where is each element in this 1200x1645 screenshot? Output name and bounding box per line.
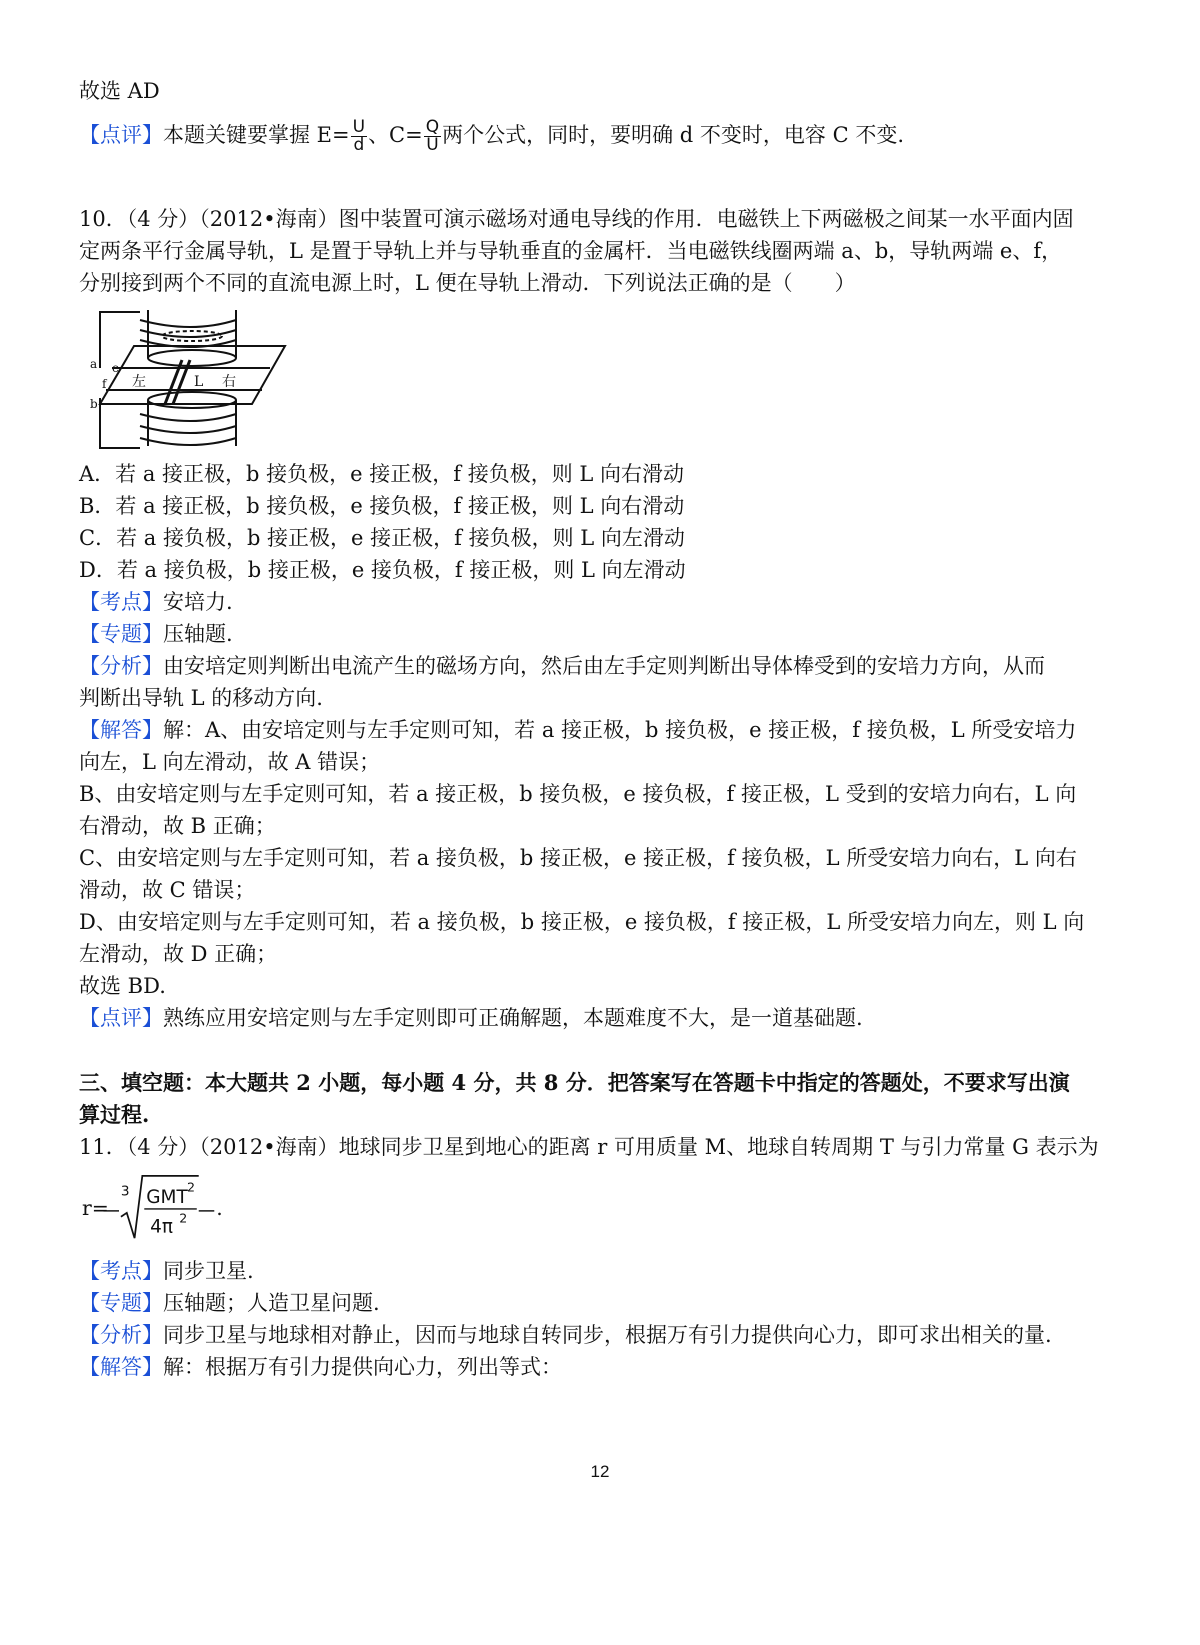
section3-heading-1: 三、填空题：本大题共 2 小题，每小题 4 分，共 8 分．把答案写在答题卡中指定的答题处，不要求写出演	[79, 1070, 1070, 1095]
r-suffix: .	[216, 1195, 223, 1220]
q10-jieda-4: 右滑动，故 B 正确；	[79, 814, 276, 838]
label-e: e	[112, 361, 120, 375]
section3-heading-2: 算过程.	[79, 1102, 150, 1127]
r-prefix: r=	[82, 1195, 109, 1220]
q11-kaodian: 【考点】同步卫星.	[79, 1259, 254, 1283]
electromagnet-rail-figure	[90, 306, 300, 454]
review-tag: 【点评】	[79, 123, 163, 147]
q10-kaodian: 【考点】安培力.	[79, 590, 233, 614]
q10-jieda-3: B、由安培定则与左手定则可知，若 a 接正极，b 接负极，e 接负极，f 接正极，L 受到的安培力向右，L 向	[79, 782, 1077, 806]
q10-option-c: C．若 a 接负极，b 接正极，e 接正极，f 接负极，则 L 向左滑动	[79, 526, 685, 550]
numerator-exponent: 2	[187, 1179, 196, 1195]
q11-stem: 11．（4 分）（2012•海南）地球同步卫星到地心的距离 r 可用质量 M、地球自转周期 T 与引力常量 G 表示为	[79, 1135, 1099, 1159]
numerator: GMT	[146, 1187, 188, 1209]
q10-option-a: A．若 a 接正极，b 接负极，e 接正极，f 接负极，则 L 向右滑动	[79, 462, 684, 486]
q10-review: 【点评】熟练应用安培定则与左手定则即可正确解题，本题难度不大，是一道基础题.	[79, 1006, 863, 1030]
q10-jieda-7: D、由安培定则与左手定则可知，若 a 接负极，b 接正极，e 接负极，f 接正极，L 所受安培力向左，则 L 向	[79, 910, 1085, 934]
q10-jieda-6: 滑动，故 C 错误；	[79, 878, 256, 902]
q11-zhuanti: 【专题】压轴题；人造卫星问题.	[79, 1291, 380, 1315]
q11-fenxi: 【分析】同步卫星与地球相对静止，因而与地球自转同步，根据万有引力提供向心力，即可求出相关的量.	[79, 1323, 1052, 1347]
label-f: f	[102, 377, 107, 391]
q11-jieda: 【解答】解：根据万有引力提供向心力，列出等式：	[79, 1355, 562, 1379]
label-L: L	[194, 374, 204, 390]
denominator-exponent: 2	[179, 1210, 188, 1226]
q10-jieda-8: 左滑动，故 D 正确；	[79, 942, 278, 966]
q11-formula	[79, 1172, 299, 1242]
denominator: 4π	[150, 1216, 173, 1238]
q9-review: 【点评】本题关键要掌握 E= $\frac{U}{d}$ 、C= $\frac{Q}{U}$ 两个公式，同时，要明确 d 不变时，电容 C 不变.	[79, 117, 905, 155]
q10-fenxi: 【分析】由安培定则判断出电流产生的磁场方向，然后由左手定则判断出导体棒受到的安培力方向，从而	[79, 654, 1045, 678]
q10-option-d: D．若 a 接负极，b 接正极，e 接负极，f 接正极，则 L 向左滑动	[79, 558, 686, 582]
q10-zhuanti: 【专题】压轴题.	[79, 622, 233, 646]
q10-option-b: B．若 a 接正极，b 接负极，e 接负极，f 接正极，则 L 向右滑动	[79, 494, 685, 518]
page-number: 12	[590, 1462, 610, 1481]
q10-answer: 故选 BD.	[79, 974, 166, 998]
q10-fenxi-2: 判断出导轨 L 的移动方向.	[79, 686, 323, 710]
q9-answer: 故选 AD	[79, 79, 160, 103]
q10-jieda: 【解答】解：A、由安培定则与左手定则可知，若 a 接正极，b 接负极，e 接正极，f 接负极，L 所受安培力	[79, 718, 1077, 742]
q10-jieda-2: 向左，L 向左滑动，故 A 错误；	[79, 750, 381, 774]
q10-stem-1: 10．（4 分）（2012•海南）图中装置可演示磁场对通电导线的作用．电磁铁上下两磁极之间某一水平面内固	[79, 207, 1074, 231]
q10-jieda-5: C、由安培定则与左手定则可知，若 a 接负极，b 接正极，e 接正极，f 接负极，L 所受安培力向右，L 向右	[79, 846, 1077, 870]
c-fraction: $\frac{Q}{U}$	[425, 117, 440, 155]
label-b: b	[90, 397, 98, 411]
e-fraction: $\frac{U}{d}$	[352, 117, 366, 155]
label-right: 右	[222, 374, 236, 390]
label-a: a	[90, 357, 98, 371]
label-left: 左	[132, 374, 146, 390]
root-index: 3	[120, 1183, 130, 1200]
q10-stem-2: 定两条平行金属导轨，L 是置于导轨上并与导轨垂直的金属杆．当电磁铁线圈两端 a、b，导轨两端 e、f，	[79, 239, 1063, 263]
q10-stem-3: 分别接到两个不同的直流电源上时，L 便在导轨上滑动．下列说法正确的是（ ）	[79, 271, 856, 295]
